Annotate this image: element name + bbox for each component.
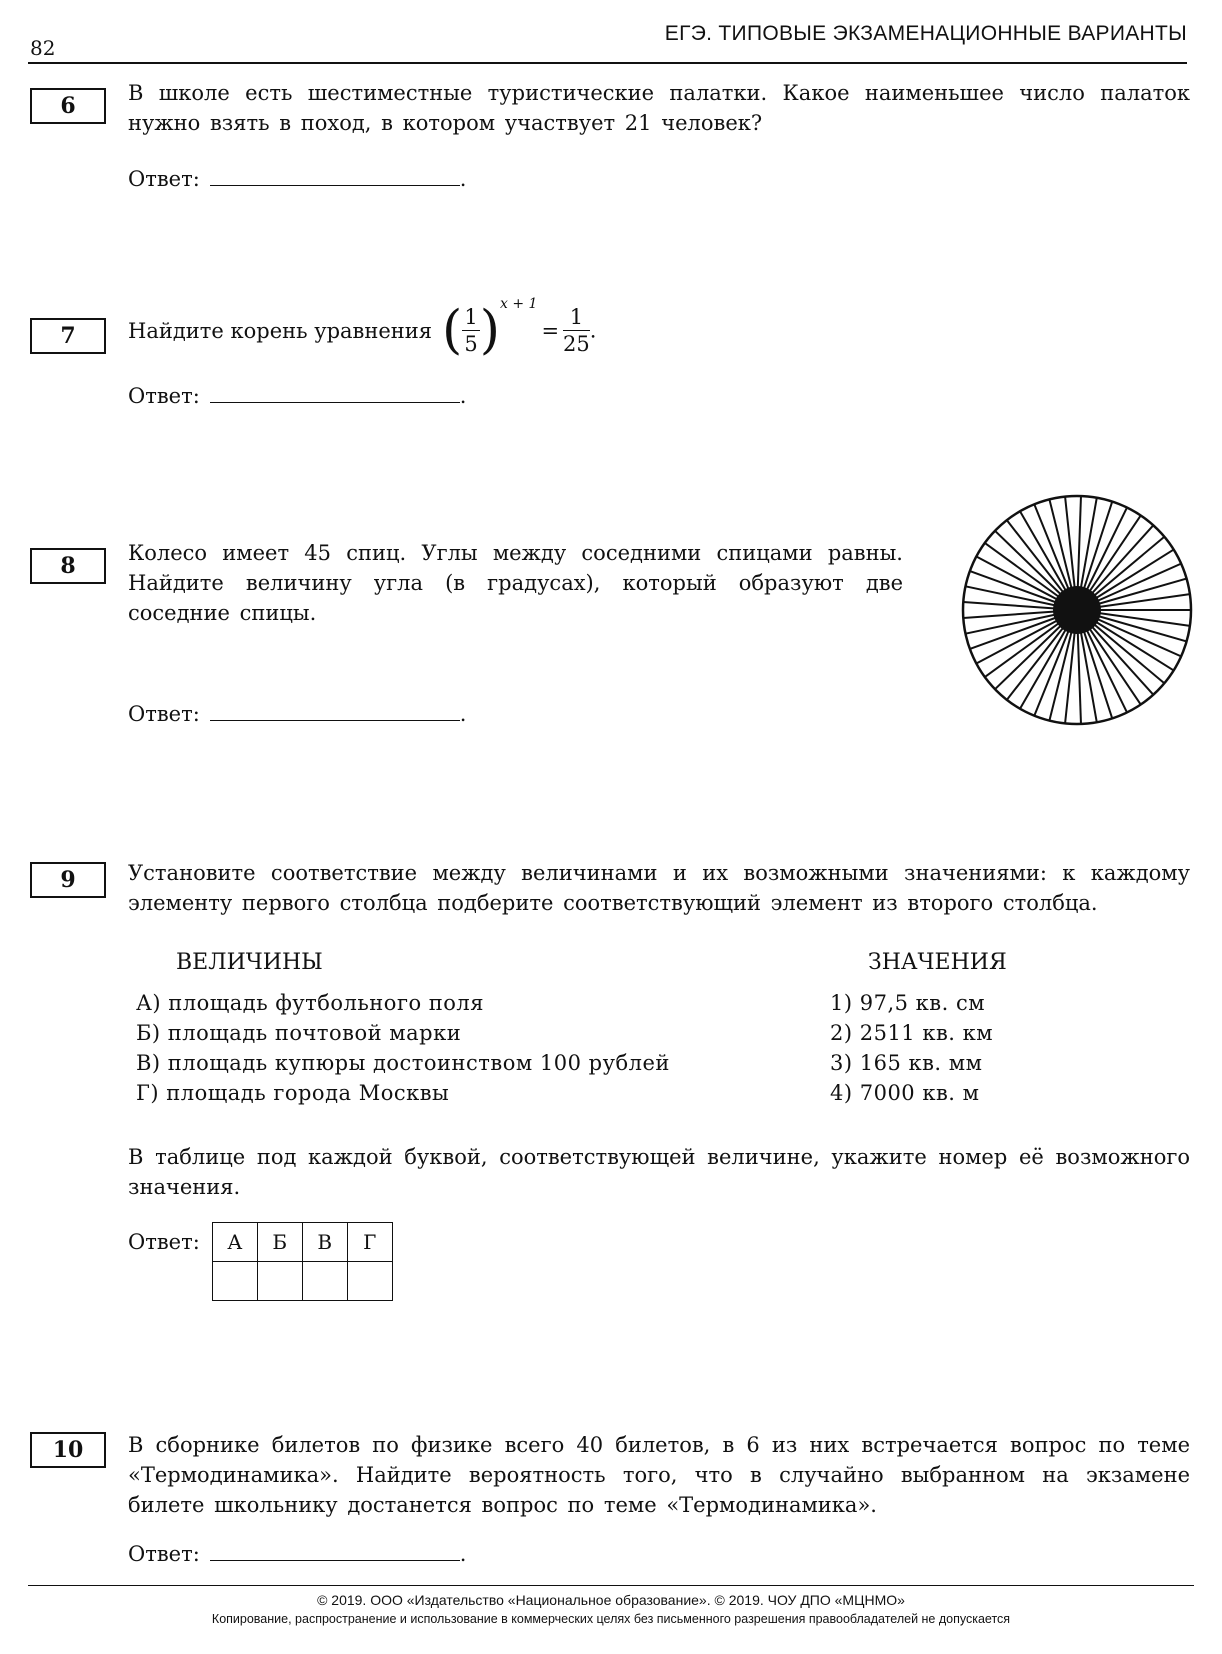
answer-label: Ответ: [128, 1542, 200, 1566]
quantities-header: ВЕЛИЧИНЫ [176, 950, 323, 975]
task-number-10: 10 [30, 1432, 106, 1468]
answer-field[interactable] [210, 165, 460, 186]
task-9-instruction: В таблице под каждой буквой, соответствующей величине, укажите номер её возможного значения. [128, 1145, 1190, 1199]
equation-end: . [589, 318, 597, 343]
footer-rule [28, 1585, 1194, 1586]
task-number-6: 6 [30, 88, 106, 124]
answer-cell[interactable] [257, 1262, 302, 1301]
right-paren: ) [479, 300, 500, 361]
values-list [830, 988, 993, 1108]
answer-dot: . [459, 384, 467, 408]
task-7-text: Найдите корень уравнения [128, 318, 433, 343]
running-header: ЕГЭ. ТИПОВЫЕ ЭКЗАМЕНАЦИОННЫЕ ВАРИАНТЫ [664, 22, 1187, 45]
task-8-answer [128, 700, 466, 726]
answer-cell[interactable] [212, 1262, 257, 1301]
list-item: Г) площадь города Москвы [136, 1081, 450, 1105]
footer-notice: Копирование, распространение и использование в коммерческих целях без письменного разрешения правообладателей не допускается [211, 1612, 1011, 1626]
task-10-text: В сборнике билетов по физике всего 40 билетов, в 6 из них встречается вопрос по теме «Термодинамика». Найдите вероятность того, что в случайно выбранном на экзамене билете школьнику достанется вопрос по теме «Термодинамика». [128, 1433, 1190, 1517]
answer-label: Ответ: [128, 1230, 200, 1254]
task-9-answer [128, 1222, 393, 1301]
base-denominator: 5 [464, 332, 478, 356]
answer-label: Ответ: [128, 384, 200, 408]
answer-label: Ответ: [128, 167, 200, 191]
rhs-numerator: 1 [563, 304, 590, 331]
answer-label: Ответ: [128, 702, 200, 726]
table-header-cell: Б [257, 1223, 302, 1262]
task-number-7: 7 [30, 318, 106, 354]
task-number-9: 9 [30, 862, 106, 898]
list-item: 4) 7000 кв. м [830, 1081, 980, 1105]
base-numerator: 1 [464, 305, 478, 329]
task-7-equation [128, 296, 596, 361]
answer-dot: . [459, 702, 467, 726]
list-item: А) площадь футбольного поля [136, 991, 484, 1015]
list-item: В) площадь купюры достоинством 100 рублей [136, 1051, 670, 1075]
table-header-cell: А [212, 1223, 257, 1262]
list-item: 1) 97,5 кв. см [830, 991, 986, 1015]
page-number: 82 [30, 36, 56, 60]
task-6-text: В школе есть шестиместные туристические палатки. Какое наименьшее число палаток нужно взять в поход, в котором участвует 21 человек? [128, 81, 1190, 135]
list-item: Б) площадь почтовой марки [136, 1021, 462, 1045]
rhs-fraction [563, 304, 590, 357]
table-header-cell: Г [347, 1223, 392, 1262]
header-rule [28, 62, 1187, 64]
answer-table [212, 1222, 393, 1301]
task-6-answer [128, 165, 466, 191]
wheel-figure [960, 493, 1194, 727]
rhs-denominator: 25 [563, 332, 590, 356]
task-10-answer [128, 1540, 466, 1566]
answer-cell[interactable] [347, 1262, 392, 1301]
answer-field[interactable] [210, 1540, 460, 1561]
task-8-text: Колесо имеет 45 спиц. Углы между соседними спицами равны. Найдите величину угла (в градусах), который образуют две соседние спицы. [128, 541, 903, 625]
wheel-hub [1053, 586, 1101, 634]
left-paren: ( [442, 300, 463, 361]
values-header: ЗНАЧЕНИЯ [868, 950, 1007, 975]
list-item: 2) 2511 кв. км [830, 1021, 994, 1045]
answer-field[interactable] [210, 382, 460, 403]
answer-dot: . [459, 1542, 467, 1566]
task-9-text: Установите соответствие между величинами и их возможными значениями: к каждому элементу первого столбца подберите соответствующий элемент из второго столбца. [128, 861, 1190, 915]
task-number-8: 8 [30, 548, 106, 584]
answer-cell[interactable] [302, 1262, 347, 1301]
footer-copyright: © 2019. ООО «Издательство «Национальное образование». © 2019. ЧОУ ДПО «МЦНМО» [317, 1592, 905, 1608]
table-header-cell: В [302, 1223, 347, 1262]
quantities-list [136, 988, 670, 1108]
task-7-answer [128, 382, 466, 408]
base-fraction [462, 304, 479, 357]
equals-sign: = [541, 318, 560, 343]
exponent: x + 1 [500, 296, 538, 312]
answer-field[interactable] [210, 700, 460, 721]
list-item: 3) 165 кв. мм [830, 1051, 983, 1075]
answer-dot: . [459, 167, 467, 191]
